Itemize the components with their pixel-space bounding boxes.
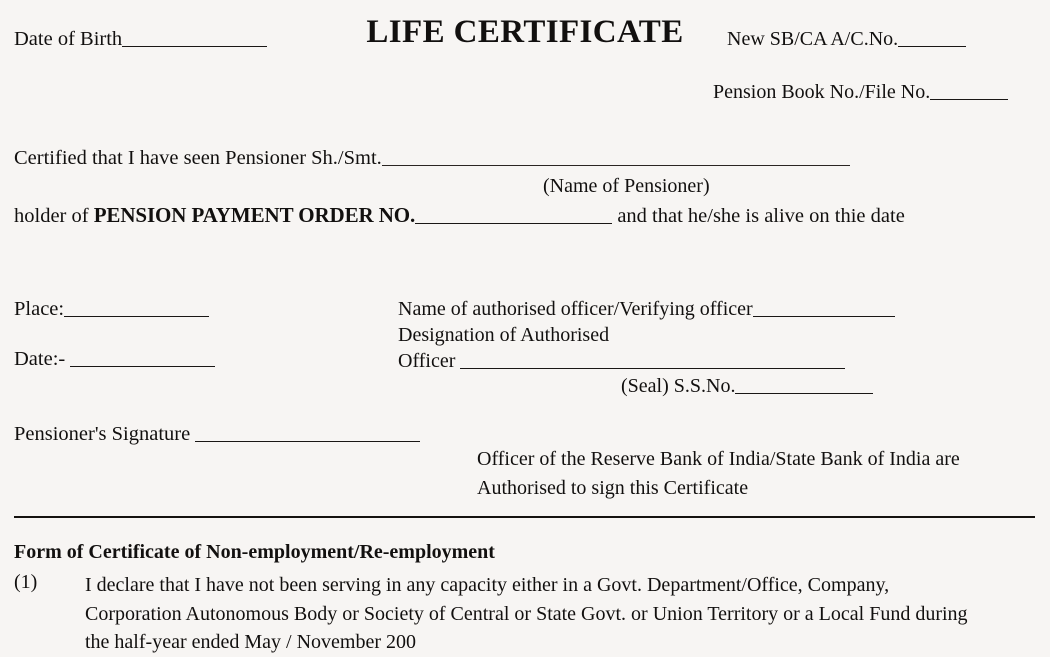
holder-prefix-label: holder of: [14, 205, 94, 227]
authorised-officer-name-label: Name of authorised officer/Verifying officer: [398, 298, 753, 320]
account-number-label: New SB/CA A/C.No.: [727, 28, 899, 50]
rbi-authorisation-note: [477, 445, 960, 503]
declaration-line-2: Corporation Autonomous Body or Society of Central or State Govt. or Union Territory or a Local Fund during: [85, 602, 968, 625]
ppo-statement: [14, 203, 905, 228]
declaration-heading: Form of Certificate of Non-employment/Re-employment: [14, 541, 495, 563]
seal-ssno-field: [621, 375, 873, 398]
place-blank[interactable]: [64, 316, 209, 317]
pension-book-number-label: Pension Book No./File No.: [713, 81, 931, 103]
pensioner-signature-label: Pensioner's Signature: [14, 423, 196, 445]
alive-statement-label: and that he/she is alive on thie date: [612, 205, 905, 227]
rbi-authorisation-note-line2: Authorised to sign this Certificate: [477, 477, 749, 499]
pensioner-signature-blank[interactable]: [195, 441, 420, 442]
account-number-blank[interactable]: [898, 46, 966, 47]
certified-statement: [14, 147, 850, 170]
declaration-line-3: the half-year ended May / November 200: [85, 631, 416, 653]
place-field: [14, 298, 209, 321]
date-field: [14, 348, 215, 371]
account-number-field: [727, 28, 966, 51]
designation-field: [398, 350, 845, 373]
place-label: Place:: [14, 298, 65, 320]
designation-label-line1: Designation of Authorised: [398, 324, 610, 346]
name-of-pensioner-caption: (Name of Pensioner): [543, 175, 710, 197]
ppo-label: PENSION PAYMENT ORDER NO.: [93, 203, 416, 227]
rbi-authorisation-note-line1: Officer of the Reserve Bank of India/State Bank of India are: [477, 448, 960, 470]
pensioner-name-blank[interactable]: [382, 165, 850, 166]
section-divider: [14, 516, 1035, 518]
declaration-body: [85, 571, 1040, 657]
pension-book-number-field: [713, 81, 1008, 104]
date-blank[interactable]: [70, 366, 215, 367]
declaration-item-number: (1): [14, 571, 38, 593]
certified-label: Certified that I have seen Pensioner Sh./Smt.: [14, 147, 382, 169]
authorised-officer-name-field: [398, 298, 895, 321]
seal-ssno-blank[interactable]: [735, 393, 873, 394]
seal-ssno-label: (Seal) S.S.No.: [621, 375, 736, 397]
ppo-number-blank[interactable]: [415, 223, 612, 224]
date-label: Date:-: [14, 348, 71, 370]
page-title: LIFE CERTIFICATE: [366, 14, 684, 50]
authorised-officer-name-blank[interactable]: [753, 316, 895, 317]
pensioner-signature-field: [14, 423, 420, 446]
date-of-birth-label: Date of Birth: [14, 28, 123, 50]
designation-blank[interactable]: [460, 368, 845, 369]
designation-label-line2: Officer: [398, 350, 461, 372]
pension-book-number-blank[interactable]: [930, 99, 1008, 100]
declaration-line-1: I declare that I have not been serving in any capacity either in a Govt. Department/Office, Company,: [85, 574, 890, 596]
